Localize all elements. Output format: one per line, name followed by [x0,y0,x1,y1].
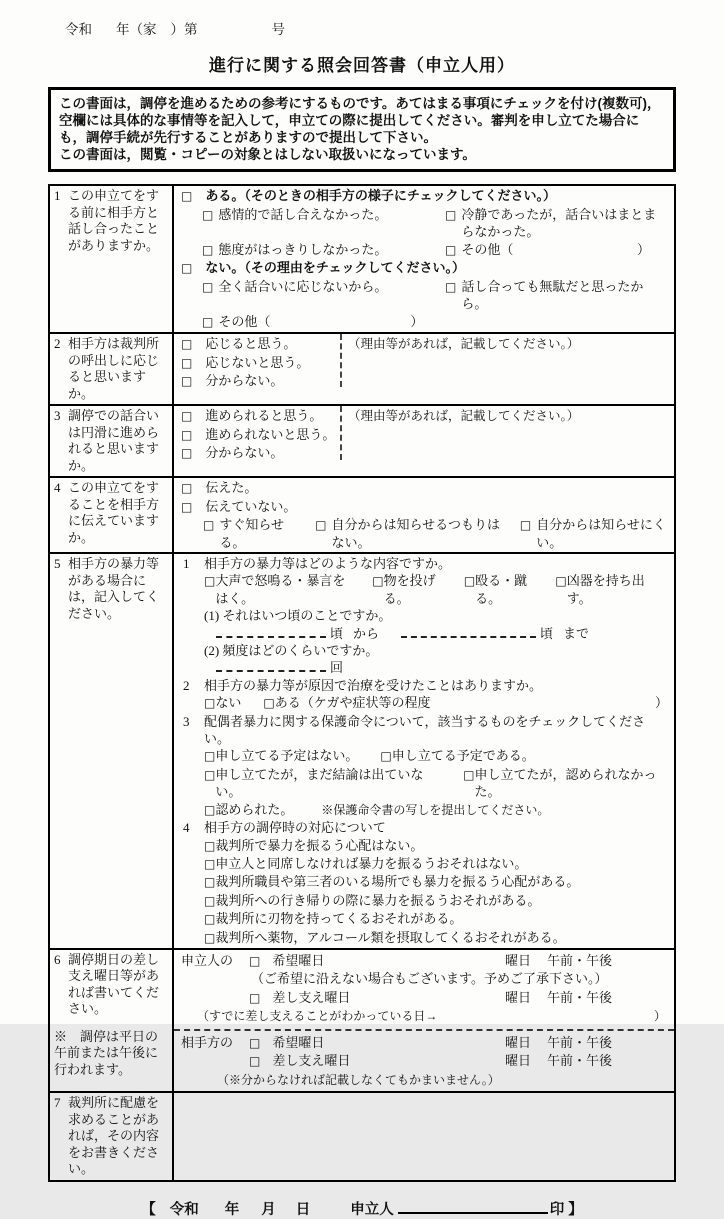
checkbox-notify-soon[interactable]: □ [203,518,215,532]
day-suffix-label: 曜日 [504,1034,531,1050]
option-label: 話し合っても無駄だと思ったから。 [461,278,644,311]
option-label: 自分からは知らせるつもりはない。 [331,517,500,550]
checkbox-will-respond[interactable]: □ [181,337,193,351]
page-title: 進行に関する照会回答書（申立人用） [209,56,515,75]
question-number: 4 [54,480,61,495]
option-label: 申し立てる予定はない。 [215,748,359,764]
period-to-input[interactable] [401,625,536,638]
answer-cell [173,553,675,949]
option-label: 申し立てる予定である。 [391,748,535,764]
checkbox-dont-know[interactable]: □ [181,374,193,388]
ampm-label: 午前・午後 [546,1053,612,1069]
inquiry-form-table [48,184,676,1182]
option-label: 自分からは知らせにくい。 [536,517,666,550]
era-label: 令和 [169,1201,199,1218]
table-row [49,553,675,949]
option-label: 裁判所で暴力を振るう心配はない。 [215,837,424,853]
subquestion-number: 1 [183,556,190,571]
case-number-line [48,18,676,38]
reason-field[interactable] [340,334,674,387]
kai-label: 回 [330,660,344,676]
checkbox-filed-pending[interactable]: □ [204,767,216,782]
checkbox-pointless[interactable]: □ [445,279,457,294]
checkbox-no-violence-if-separate[interactable]: □ [204,856,216,871]
question-number: 7 [54,1095,61,1111]
day-suffix-label: 曜日 [504,1053,531,1069]
option-label: 凶器を持ち出す。 [566,573,645,606]
option-label: ない。（その理由をチェックしてください。） [205,260,465,275]
signature-line [48,1198,676,1219]
question-number: 5 [54,556,61,571]
reason-hint: （理由等があれば，記載してください。） [348,409,580,423]
checkbox-other-a[interactable]: □ [445,242,457,257]
option-label: 裁判所に刃物を持ってくるおそれがある。 [215,911,463,927]
case-dai-label: ）第 [170,22,198,37]
checkbox-talked-yes[interactable]: □ [181,189,193,203]
ampm-label: 午前・午後 [546,1034,612,1050]
paren-close: ） [636,241,650,257]
subquestion-text: 相手方の調停時の対応について [204,820,386,836]
answer-cell [173,333,675,405]
koro-label: 頃 [330,625,344,641]
protection-order-note: ※保護命令書の写しを提出してください。 [321,802,550,817]
checkbox-hard-to-notify[interactable]: □ [519,518,532,532]
option-label: 裁判所職員や第三者のいる場所でも暴力を振るう心配がある。 [215,874,580,890]
checkbox-other-party-unavailable-day[interactable]: □ [249,1054,261,1069]
day-suffix-label: 曜日 [504,952,531,968]
checkbox-not-told[interactable]: □ [181,499,193,514]
month-label: 月 [261,1201,276,1218]
checkbox-hitting[interactable]: □ [463,574,476,589]
checkbox-violence-even-with-staff[interactable]: □ [204,875,216,890]
question-label-cell [49,1092,173,1181]
subquestion-text: 相手方の暴力等はどのような内容ですか。 [204,556,452,571]
checkbox-emotional[interactable]: □ [202,207,214,222]
option-label: すぐ知らせる。 [219,517,284,550]
table-row [49,477,675,553]
ampm-label: 午前・午後 [546,952,612,968]
checkbox-drugs-alcohol[interactable]: □ [204,930,216,945]
checkbox-plan-to-file[interactable]: □ [380,749,392,764]
day-suffix-label: 曜日 [504,989,531,1005]
checkbox-no-plan-to-file[interactable]: □ [204,749,216,764]
made-label: まで [563,625,590,641]
question-number: 6 [54,951,61,967]
question-label-cell [49,553,173,949]
paren-close: ） [654,695,668,711]
subquestion-text: (1) それはいつ頃のことですか。 [204,608,392,624]
subquestion-number: 4 [183,820,190,836]
checkbox-no-intent-notify[interactable]: □ [315,518,327,532]
checkbox-treatment[interactable]: □ [263,696,275,711]
table-row [49,185,675,333]
reason-field[interactable] [340,406,674,460]
checkbox-other-party-preferred-day[interactable]: □ [249,1035,261,1050]
checkbox-applicant-preferred-day[interactable]: □ [249,953,261,968]
subquestion-text: 相手方の暴力等が原因で治療を受けたことはありますか。 [204,677,543,693]
question-label-cell [49,477,173,553]
checkbox-wont-respond[interactable]: □ [181,355,193,370]
option-label: 態度がはっきりしなかった。 [218,241,388,257]
ampm-label: 午前・午後 [546,989,612,1005]
option-label: 物を投げる。 [383,573,436,606]
option-label: 進められないと思う。 [205,426,336,442]
year-label: 年 [224,1201,240,1218]
checkbox-weapon-to-court[interactable]: □ [204,912,216,927]
option-label: ある。（そのときの相手方の様子にチェックしてください。） [205,188,556,203]
preference-disclaimer: （ご希望に沿えない場合もございます。予めご了承下さい。） [251,971,608,987]
paren-close: ） [410,313,424,329]
option-label: 分からない。 [205,445,284,460]
applicant-label: 申立人 [350,1201,394,1218]
checkbox-calm-no-agreement[interactable]: □ [445,207,457,222]
subquestion-text: 配偶者暴力に関する保護命令について，該当するものをチェックしてください。 [204,713,646,747]
option-label: 殴る・蹴る。 [475,573,528,606]
applicant-prefix-label: 申立人の [181,952,234,968]
option-label: 応じないと思う。 [205,354,310,370]
koro-label: 頃 [540,625,554,641]
section-divider [174,1029,674,1031]
frequency-input[interactable] [216,659,326,672]
checkbox-violence-commuting[interactable]: □ [204,893,216,908]
subquestion-number: 3 [183,713,190,729]
option-label: その他（ [461,241,514,257]
question-label-cell [49,333,173,405]
checkbox-cannot-proceed[interactable]: □ [181,427,193,442]
option-label: 大声で怒鳴る・暴言をはく。 [215,573,346,606]
paren-close: ） [653,1009,666,1024]
option-label: 差し支え曜日 [272,1053,351,1069]
question-number: 1 [54,188,61,203]
other-party-note: （※分からなければ記載しなくてもかまいません。） [217,1072,500,1087]
answer-cell [173,405,675,477]
checkbox-throwing[interactable]: □ [372,574,384,589]
seal-label: 印 [549,1201,565,1218]
option-label: 裁判所へ薬物，アルコール類を摂取してくるおそれがある。 [215,929,566,945]
reason-hint: （理由等があれば，記載してください。） [348,337,580,351]
notice-paragraph: この書面は，閲覧・コピーの対象とはしない取扱いになっています。 [59,147,476,162]
option-label: 伝えていない。 [205,498,297,514]
applicant-signature-input[interactable] [398,1202,548,1214]
table-row [49,949,675,1093]
option-label: 分からない。 [205,373,284,388]
notice-box [48,87,676,172]
day-label: 日 [295,1201,311,1218]
bracket-open: 【 [141,1201,156,1218]
checkbox-no-violence-concern[interactable]: □ [204,838,216,853]
option-label: 希望曜日 [272,952,325,968]
question-text: 相手方の暴力等がある場合には，記入してください。 [68,556,160,621]
subquestion-text: (2) 頻度はどのくらいですか。 [204,643,379,659]
option-label: 伝えた。 [205,480,258,495]
question-number: 2 [54,336,61,351]
option-label: その他（ [218,313,271,329]
option-label: 申立人と同席しなければ暴力を振るうおそれはない。 [215,855,528,871]
court-consideration-field[interactable] [173,1092,675,1181]
era-label: 令和 [65,22,92,37]
question-text: この申立てをすることを相手方に伝えていますか。 [68,480,160,545]
period-from-input[interactable] [216,625,326,638]
question-text: この申立てをする前に相手方と話し合ったことがありますか。 [68,188,160,253]
checkbox-told[interactable]: □ [181,481,193,495]
option-label: ある（ケガや症状等の程度 [274,695,431,711]
option-label: 応じると思う。 [205,336,297,351]
table-row [49,1092,675,1181]
option-label: 申し立てたが，認められなかった。 [474,766,657,800]
subquestion-number: 2 [183,677,190,693]
case-year-label: 年（家 [116,22,157,37]
checkbox-talked-no[interactable]: □ [181,261,193,275]
checkbox-filed-denied[interactable]: □ [463,767,475,782]
checkbox-no-treatment[interactable]: □ [204,696,216,711]
case-gou-label: 号 [271,22,285,37]
question-label-cell [49,405,173,477]
bracket-close: 】 [568,1201,583,1218]
other-party-prefix-label: 相手方の [181,1034,234,1050]
checkbox-applicant-unavailable-day[interactable]: □ [249,990,261,1005]
option-label: 認められた。 [215,801,294,817]
checkbox-granted[interactable]: □ [204,802,216,817]
option-label: 進められると思う。 [205,408,323,423]
answer-cell [173,477,675,553]
option-label: 申し立てたが，まだ結論は出ていない。 [215,766,424,800]
known-busy-day-label: （すでに差し支えることがわかっている日→ [197,1009,438,1024]
table-row [49,405,675,477]
answer-cell [173,185,675,333]
notice-paragraph: この書面は，調停を進めるための参考にするものです。あてはまる事項にチェックを付け(複数可)，空欄には具体的な事情等を記入して，申立ての際に提出してください。審判を申し立てた場合にも，調停手続が先行することがありますので提出して下さい。 [59,96,661,145]
checkbox-can-proceed[interactable]: □ [181,409,193,423]
checkbox-dont-know[interactable]: □ [181,446,193,460]
checkbox-other-b[interactable]: □ [202,314,214,329]
option-label: ない [215,695,242,711]
question-text: 調停期日の差し支え曜日等があれば書いてください。 [68,951,160,1017]
option-label: 感情的で話し合えなかった。 [218,206,388,222]
answer-cell [173,949,675,1093]
question-text: 調停での話合いは円滑に進められると思いますか。 [68,408,160,473]
option-label: 差し支え曜日 [272,989,351,1005]
option-label: 裁判所への行き帰りの際に暴力を振るうおそれがある。 [215,892,541,908]
checkbox-shouting[interactable]: □ [204,574,216,589]
question-label-cell [49,185,173,333]
checkbox-attitude-unclear[interactable]: □ [202,242,214,257]
kara-label: から [353,625,380,641]
weekday-note: ※ 調停は平日の午前または午後に行われます。 [54,1028,159,1077]
question-number: 3 [54,408,61,423]
option-label: 冷静であったが，話合いはまとまらなかった。 [461,206,657,239]
option-label: 希望曜日 [272,1034,325,1050]
question-label-cell [49,949,173,1093]
question-text: 裁判所に配慮を求めることがあれば，その内容をお書きください。 [68,1095,160,1177]
checkbox-no-response[interactable]: □ [202,279,214,294]
question-text: 相手方は裁判所の呼出しに応じると思いますか。 [68,336,160,401]
checkbox-weapon[interactable]: □ [555,574,567,589]
table-row [49,333,675,405]
option-label: 全く話合いに応じないから。 [218,278,388,294]
